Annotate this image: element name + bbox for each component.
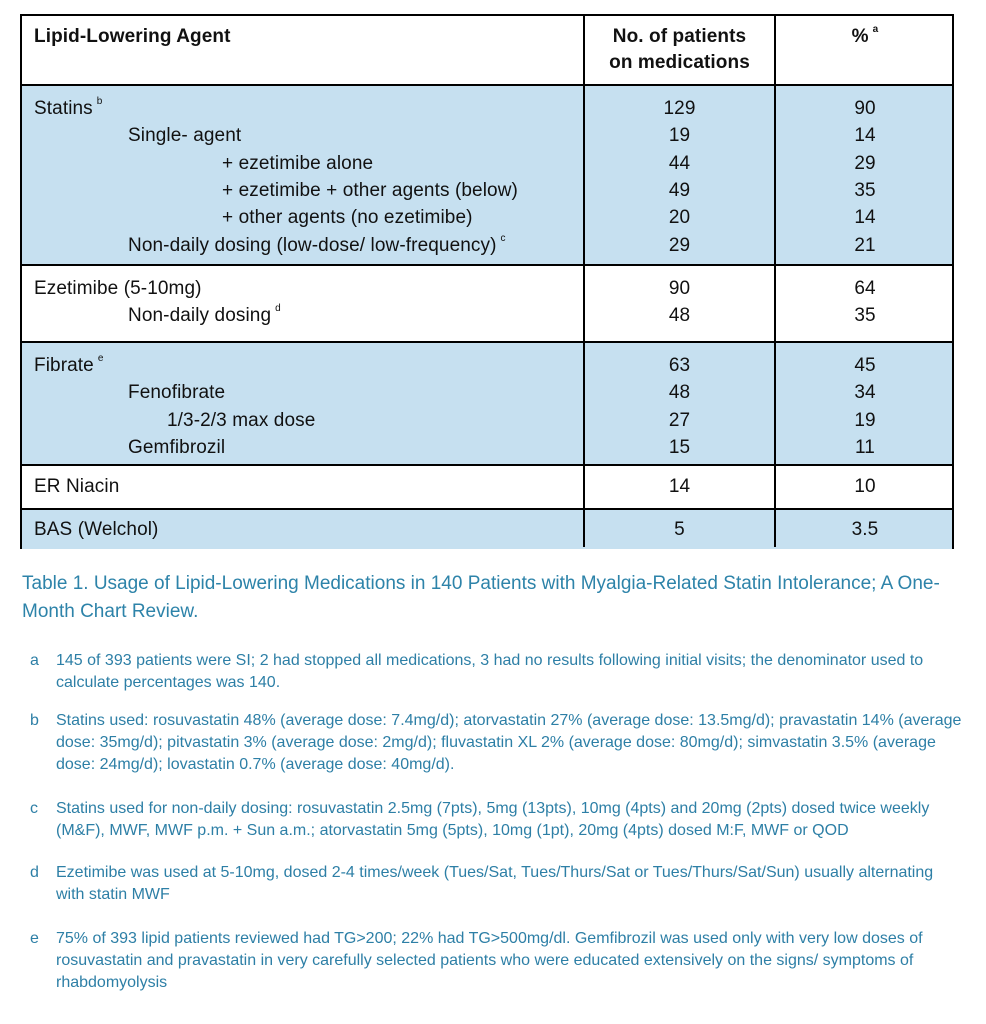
- row-label: + other agents (no ezetimibe): [222, 207, 473, 229]
- row-label: Fibrate $^e$: [34, 353, 104, 376]
- column-divider-1: [583, 16, 585, 547]
- row-percent: 14: [854, 125, 876, 147]
- row-count: 5: [674, 519, 685, 540]
- footnote-marker: e: [97, 353, 104, 364]
- row-label: + ezetimibe + other agents (below): [222, 179, 518, 201]
- row-count: 15: [668, 436, 691, 458]
- header-agent: Lipid-Lowering Agent: [34, 26, 231, 47]
- row-label: Statins $^b$: [34, 96, 103, 119]
- footnote-marker: d: [275, 303, 281, 315]
- footnote-letter: d: [30, 864, 39, 881]
- row-count: 44: [668, 152, 691, 174]
- row-percent: 3.5: [851, 519, 879, 540]
- row-separator: [22, 464, 952, 466]
- row-count: 63: [668, 355, 691, 376]
- row-count: 49: [668, 179, 691, 201]
- row-label: Non-daily dosing (low-dose/ low-frequency) $^c$: [128, 232, 506, 256]
- row-percent: 35: [854, 305, 876, 327]
- row-separator: [22, 341, 952, 343]
- row-count: 90: [668, 278, 691, 299]
- lipid-medication-table: [20, 14, 954, 549]
- header-percent-footnote-marker: a: [872, 24, 879, 35]
- row-label: Single- agent: [128, 125, 242, 147]
- row-label: + ezetimibe alone: [222, 152, 374, 174]
- row-count: 20: [668, 207, 691, 229]
- row-label: ER Niacin: [34, 476, 120, 497]
- row-percent: 34: [854, 382, 876, 404]
- row-count: 29: [668, 234, 691, 256]
- table-group: [22, 266, 952, 341]
- row-percent: 35: [854, 179, 876, 201]
- column-divider-2: [774, 16, 776, 547]
- footnote-letter: a: [30, 652, 39, 669]
- table-group: [22, 510, 952, 549]
- row-count: 129: [663, 98, 696, 119]
- footnote-letter: b: [30, 712, 39, 729]
- row-percent: 64: [854, 278, 876, 299]
- row-percent: 45: [854, 355, 876, 376]
- row-percent: 14: [854, 207, 876, 229]
- row-label: 1/3-2/3 max dose: [167, 409, 316, 431]
- footnote-marker: c: [500, 232, 506, 244]
- table-group: [22, 466, 952, 508]
- row-label: Ezetimibe (5-10mg): [34, 278, 202, 299]
- row-percent: 21: [854, 234, 876, 256]
- footnote-text: Statins used for non-daily dosing: rosuvastatin 2.5mg (7pts), 5mg (13pts), 10mg (4pts) and 20mg (2pts) dosed twice weekly (M&F), MWF, MWF p.m. + Sun a.m.; atorvastatin 5mg (5pts), 10mg (1pt), 20mg (4pts) dosed M:F, MWF or QOD: [56, 800, 930, 839]
- footnote-text: Statins used: rosuvastatin 48% (average dose: 7.4mg/d); atorvastatin 27% (average dose: 13.5mg/d); pravastatin 14% (average dose: 35mg/d); pitvastatin 3% (average dose: 2mg/d); fluvastatin XL 2% (average dose: 80mg/d); simvastatin 3.5% (average dose: 24mg/d); lovastatin 0.7% (average dose: 40mg/d).: [56, 712, 962, 773]
- footnote-text: Ezetimibe was used at 5-10mg, dosed 2-4 times/week (Tues/Sat, Tues/Thurs/Sat or Tues/Thurs/Sat/Sun) usually alternating with statin MWF: [56, 864, 934, 903]
- table-header-row: [22, 16, 952, 84]
- row-separator: [22, 264, 952, 266]
- row-label: Fenofibrate: [128, 382, 226, 404]
- footnote-letter: c: [30, 800, 38, 817]
- row-separator: [22, 508, 952, 510]
- footnote-letter: e: [30, 930, 39, 947]
- row-percent: 29: [854, 152, 876, 174]
- header-count-line1: No. of patients: [612, 26, 747, 47]
- row-count: 27: [668, 409, 691, 431]
- table-group: [22, 86, 952, 264]
- header-count-line2: on medications: [609, 52, 750, 73]
- row-percent: 10: [854, 476, 876, 497]
- row-separator: [22, 84, 952, 86]
- footnote-marker: b: [96, 96, 103, 107]
- row-percent: 11: [855, 436, 875, 458]
- table-group: [22, 343, 952, 464]
- footnote-text: 145 of 393 patients were SI; 2 had stopped all medications, 3 had no results following initial visits; the denominator used to calculate percentages was 140.: [56, 652, 924, 691]
- row-label: Gemfibrozil: [128, 436, 226, 458]
- row-count: 19: [668, 125, 691, 147]
- row-label: BAS (Welchol): [34, 519, 159, 540]
- table-caption: Table 1. Usage of Lipid-Lowering Medications in 140 Patients with Myalgia-Related Statin Intolerance; A One-Month Chart Review.: [22, 573, 940, 622]
- row-label: Non-daily dosing $^d$: [128, 303, 281, 327]
- row-count: 48: [668, 382, 691, 404]
- footnote-text: 75% of 393 lipid patients reviewed had TG>200; 22% had TG>500mg/dl. Gemfibrozil was used only with very low doses of rosuvastatin and pravastatin in very carefully selected patients who were educated extensively on the signs/ symptoms of rhabdomyolysis: [56, 930, 923, 991]
- row-percent: 19: [854, 409, 876, 431]
- header-percent: % $^a$: [851, 24, 879, 47]
- row-count: 14: [668, 476, 691, 497]
- row-percent: 90: [854, 98, 876, 119]
- row-count: 48: [668, 305, 691, 327]
